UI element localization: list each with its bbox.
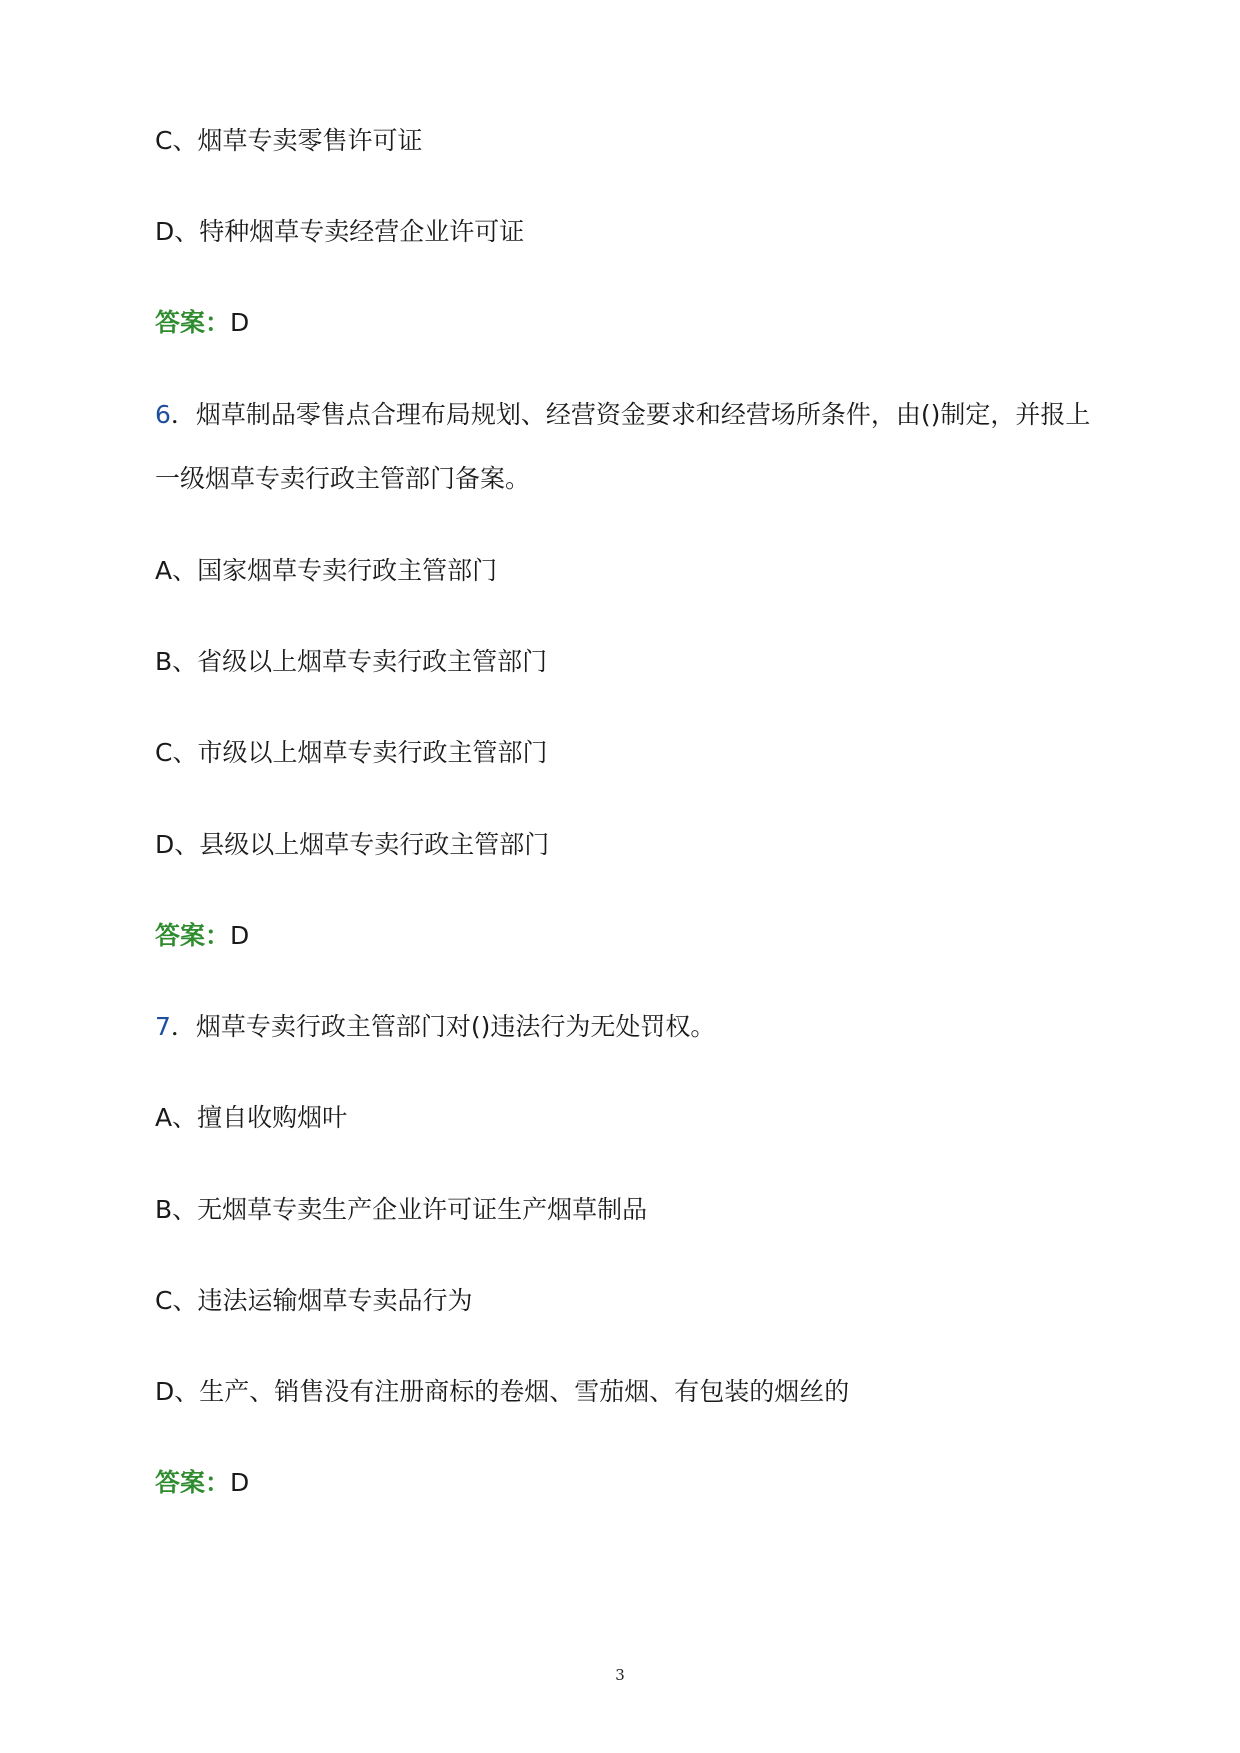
answer-value: D: [230, 308, 250, 337]
question-text: ．烟草专卖行政主管部门对()违法行为无处罚权。: [170, 1012, 716, 1041]
q6-stem-continued: 一级烟草专卖行政主管部门备案。: [155, 464, 531, 493]
q6-answer: [155, 920, 249, 952]
q7-option-b: B、无烟草专卖生产企业许可证生产烟草制品: [155, 1195, 648, 1224]
answer-value: D: [230, 921, 250, 950]
q6-option-a: A、国家烟草专卖行政主管部门: [155, 556, 498, 585]
q6-option-b: B、省级以上烟草专卖行政主管部门: [155, 647, 548, 676]
q7-option-a: A、擅自收购烟叶: [155, 1103, 348, 1132]
q7-option-c: C、违法运输烟草专卖品行为: [155, 1286, 473, 1315]
answer-label: 答案：: [155, 1468, 231, 1497]
question-number: 6: [155, 400, 171, 429]
q5-option-c: C、烟草专卖零售许可证: [155, 126, 423, 155]
q7-answer: [155, 1467, 249, 1499]
answer-label: 答案：: [155, 308, 231, 337]
q6-option-c: C、市级以上烟草专卖行政主管部门: [155, 738, 548, 767]
q6-option-d: D、县级以上烟草专卖行政主管部门: [155, 830, 550, 859]
answer-label: 答案：: [155, 921, 231, 950]
q7-stem: [155, 1011, 715, 1043]
q7-option-d: D、生产、销售没有注册商标的卷烟、雪茄烟、有包装的烟丝的: [155, 1377, 850, 1406]
answer-value: D: [230, 1468, 250, 1497]
question-number: 7: [155, 1012, 171, 1041]
q5-answer: [155, 307, 249, 339]
q6-stem: [155, 399, 1090, 431]
q5-option-d: D、特种烟草专卖经营企业许可证: [155, 217, 525, 246]
page-number: 3: [615, 1666, 625, 1684]
question-text: ．烟草制品零售点合理布局规划、经营资金要求和经营场所条件，由()制定，并报上: [170, 400, 1091, 429]
